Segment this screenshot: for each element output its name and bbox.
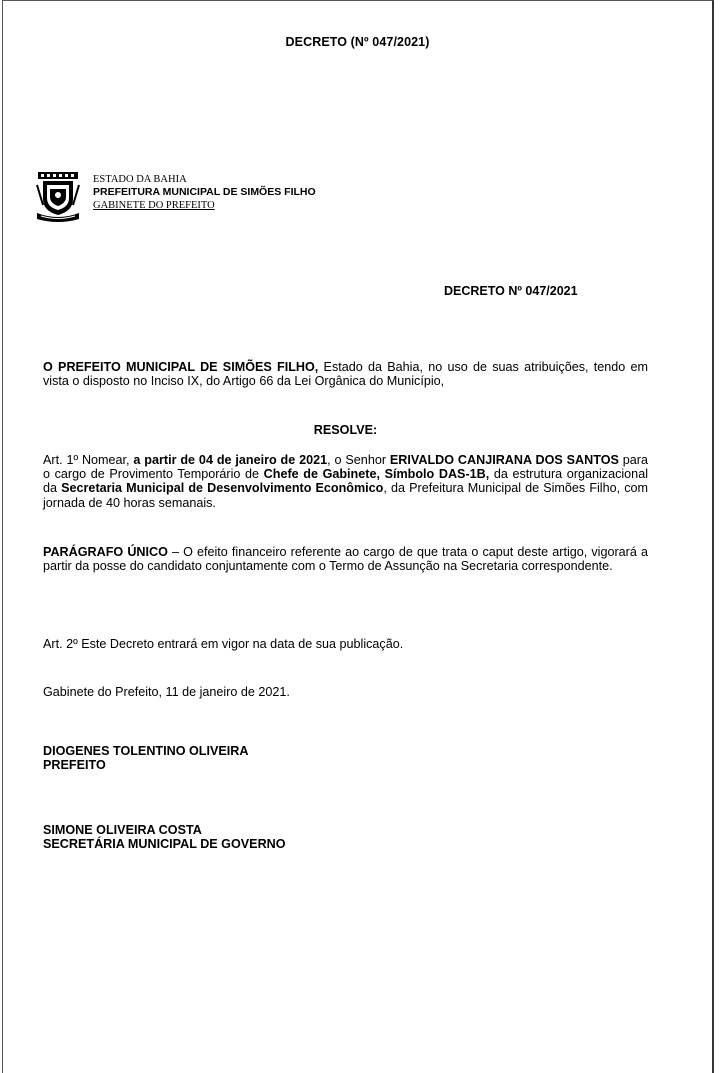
closing-date: Gabinete do Prefeito, 11 de janeiro de 2021.: [43, 685, 290, 699]
preamble-paragraph: [43, 360, 648, 388]
letterhead: [35, 171, 316, 223]
signatory-mayor-name: DIOGENES TOLENTINO OLIVEIRA: [43, 744, 249, 758]
art1-date: a partir de 04 de janeiro de 2021: [133, 453, 328, 467]
art1-position: Chefe de Gabinete, Símbolo DAS-1B,: [263, 467, 490, 482]
municipality-name: PREFEITURA MUNICIPAL DE SIMÕES FILHO: [93, 186, 316, 198]
paragrafo-text: – O efeito financeiro referente ao cargo de que trata o caput deste artigo, vigorará a partir da posse do candidato conjuntamente com o Termo de Assunção na Secretaria correspondente.: [43, 545, 648, 574]
office-name: GABINETE DO PREFEITO: [93, 200, 215, 211]
document-page: [2, 0, 714, 1073]
page-title: DECRETO (Nº 047/2021): [285, 35, 430, 49]
paragrafo-label: PARÁGRAFO ÚNICO: [43, 545, 168, 559]
signatory-secretary-role: SECRETÁRIA MUNICIPAL DE GOVERNO: [43, 837, 286, 852]
preamble-bold: O PREFEITO MUNICIPAL DE SIMÕES FILHO,: [43, 360, 319, 374]
art1-secretariat: Secretaria Municipal de Desenvolvimento Econômico: [61, 481, 384, 496]
signatory-secretary-name: SIMONE OLIVEIRA COSTA: [43, 823, 202, 837]
resolve-heading: RESOLVE:: [313, 423, 378, 437]
state-name: ESTADO DA BAHIA: [93, 174, 187, 185]
preamble-text: Estado da Bahia, no uso de suas atribuições, tendo em vista o disposto no Inciso IX, do Artigo 66 da Lei Orgânica do Município,: [43, 360, 648, 389]
art1-text-4: da estrutura organizacional da: [43, 467, 648, 496]
coat-of-arms-icon: [35, 171, 81, 223]
decree-number: DECRETO Nº 047/2021: [444, 284, 578, 298]
paragrafo-unico: [43, 545, 648, 573]
signatory-secretary: [43, 823, 648, 851]
art1-text-5: , da Prefeitura Municipal de Simões Filho, com jornada de 40 horas semanais.: [43, 481, 649, 510]
art1-appointee: ERIVALDO CANJIRANA DOS SANTOS: [389, 453, 619, 467]
article-1: [43, 453, 648, 510]
art1-text-1: Art. 1º Nomear,: [43, 453, 134, 467]
signatory-mayor: [43, 744, 648, 772]
art1-text-3: para o cargo de Provimento Temporário de: [43, 453, 648, 482]
article-2: Art. 2º Este Decreto entrará em vigor na data de sua publicação.: [43, 637, 404, 651]
letterhead-text: [93, 171, 316, 212]
signatory-mayor-role: PREFEITO: [43, 758, 106, 773]
art1-text-2: , o Senhor: [327, 453, 390, 467]
